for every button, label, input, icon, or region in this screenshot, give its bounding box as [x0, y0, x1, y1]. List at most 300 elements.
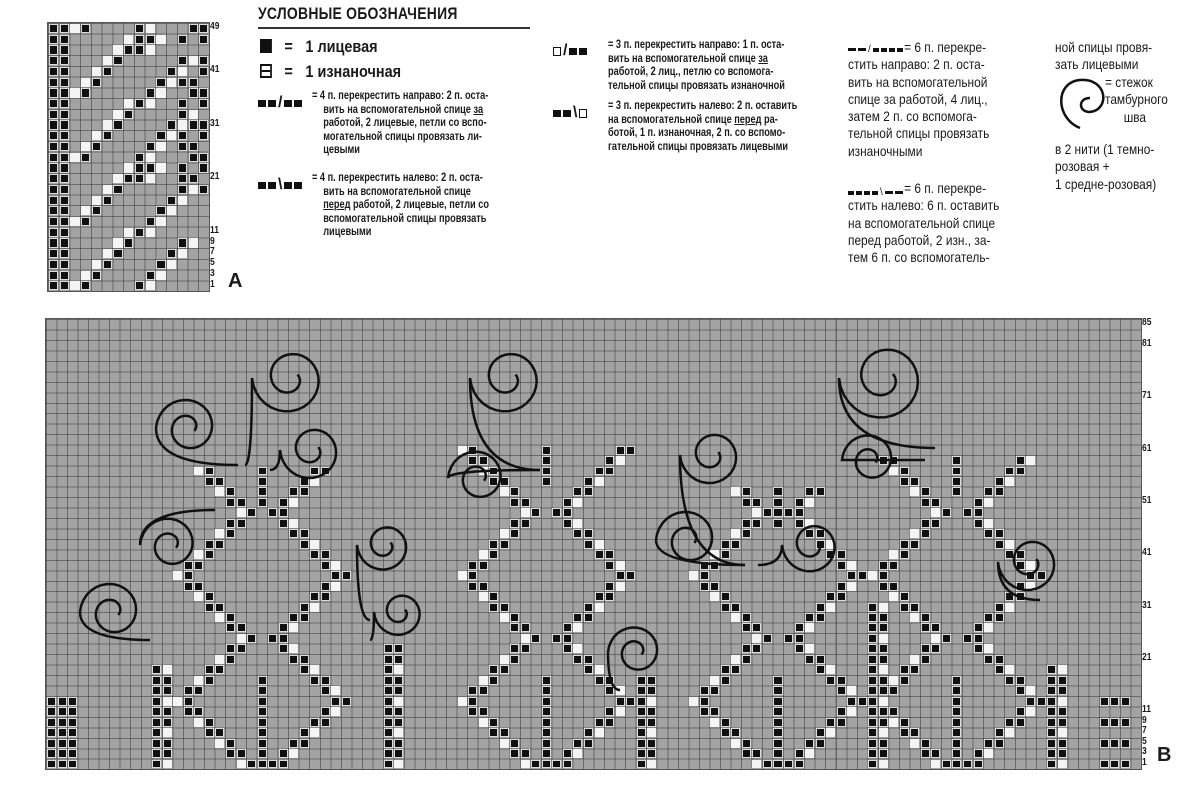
knit-cell [189, 120, 198, 129]
knit-cell [258, 697, 267, 706]
knit-cell [60, 24, 69, 33]
row-label: 41 [1142, 547, 1152, 559]
cable-cell [124, 99, 133, 108]
cable-cell [879, 728, 888, 737]
cable-cell [146, 228, 155, 237]
knit-cell [310, 676, 319, 685]
cable-cell [710, 676, 719, 685]
knit-cell [595, 467, 604, 476]
cable-cell [805, 519, 814, 528]
cable-cell [1005, 665, 1014, 674]
knit-cell [489, 592, 498, 601]
knit-cell [342, 697, 351, 706]
knit-cell [742, 644, 751, 653]
knit-cell [279, 749, 288, 758]
cable-cell [868, 571, 877, 580]
cable-cell [194, 550, 203, 559]
knit-cell [837, 592, 846, 601]
knit-cell [300, 540, 309, 549]
cable-cell [146, 45, 155, 54]
cable-cell [81, 206, 90, 215]
cable-cell [163, 697, 172, 706]
cable-cell [595, 477, 604, 486]
cable-cell [1058, 760, 1067, 769]
cable-cell [156, 271, 165, 280]
cable-cell [1005, 477, 1014, 486]
cable-6-left-icon: \ [848, 187, 903, 198]
knit-cell [542, 686, 551, 695]
knit-cell [331, 697, 340, 706]
chain-stitch-spiral-icon [1061, 80, 1103, 128]
knit-cell [647, 707, 656, 716]
knit-cell [752, 749, 761, 758]
knit-cell [199, 88, 208, 97]
knit-cell [60, 217, 69, 226]
row-label: 5 [210, 257, 215, 269]
row-label: 81 [1142, 338, 1152, 350]
knit-cell [616, 446, 625, 455]
knit-cell [921, 739, 930, 748]
knit-cell [816, 655, 825, 664]
knit-cell [837, 550, 846, 559]
knit-cell [135, 153, 144, 162]
cable-cell [124, 163, 133, 172]
cable-cell [931, 508, 940, 517]
knit-cell [510, 644, 519, 653]
knit-cell [394, 644, 403, 653]
knit-cell [868, 644, 877, 653]
knit-cell [194, 561, 203, 570]
knit-cell [167, 120, 176, 129]
knit-cell [226, 655, 235, 664]
knit-cell [135, 228, 144, 237]
cable-cell [847, 707, 856, 716]
knit-cell [247, 760, 256, 769]
cable-cell [189, 238, 198, 247]
knit-cell [60, 196, 69, 205]
cable-cell [289, 498, 298, 507]
knit-cell [49, 56, 58, 65]
knit-cell [146, 142, 155, 151]
knit-cell [152, 760, 161, 769]
knit-cell [184, 686, 193, 695]
cable-cell [479, 676, 488, 685]
knit-cell [1016, 456, 1025, 465]
cable-cell [310, 728, 319, 737]
knit-cell [189, 142, 198, 151]
knit-cell [931, 749, 940, 758]
knit-cell [952, 467, 961, 476]
knit-cell [510, 749, 519, 758]
knit-cell [237, 498, 246, 507]
cable-cell [156, 35, 165, 44]
knit-cell [135, 35, 144, 44]
knit-cell [1037, 697, 1046, 706]
knit-cell [952, 676, 961, 685]
knit-cell [868, 749, 877, 758]
cable-cell [710, 718, 719, 727]
cable-cell [394, 665, 403, 674]
knit-cell [542, 477, 551, 486]
row-label: 61 [1142, 442, 1152, 454]
cable-cell [310, 477, 319, 486]
cable-cell [289, 623, 298, 632]
legend-item-cable-6-left-cont: ной спицы провя- зать лицевыми [1055, 39, 1153, 73]
cable-cell [70, 88, 79, 97]
knit-cell [826, 676, 835, 685]
knit-cell [60, 99, 69, 108]
knit-cell [237, 644, 246, 653]
cable-cell [178, 196, 187, 205]
row-label: 1 [1142, 756, 1147, 768]
knit-cell [152, 676, 161, 685]
row-label: 49 [210, 21, 220, 33]
cable-cell [163, 760, 172, 769]
cable-cell [173, 571, 182, 580]
knit-cell [81, 281, 90, 290]
knit-cell [952, 477, 961, 486]
cable-cell [847, 582, 856, 591]
knit-cell [921, 613, 930, 622]
knit-cell [258, 760, 267, 769]
knit-cell [563, 519, 572, 528]
knit-cell [816, 603, 825, 612]
knit-cell [199, 35, 208, 44]
knit-cell [921, 644, 930, 653]
knit-cell [103, 67, 112, 76]
knit-cell [879, 582, 888, 591]
knit-cell [995, 487, 1004, 496]
knit-cell [310, 550, 319, 559]
cable-cell [289, 749, 298, 758]
knit-cell [605, 592, 614, 601]
knit-cell [205, 550, 214, 559]
knit-cell [795, 498, 804, 507]
knit-cell [300, 487, 309, 496]
purl-label: 1 изнаночная [305, 62, 402, 81]
knit-cell [289, 529, 298, 538]
knit-cell [152, 739, 161, 748]
knit-cell [805, 529, 814, 538]
knit-cell [258, 739, 267, 748]
knit-cell [500, 665, 509, 674]
knit-cell [984, 655, 993, 664]
knit-cell [68, 749, 77, 758]
knit-cell [215, 603, 224, 612]
knit-cell [178, 131, 187, 140]
knit-cell [763, 634, 772, 643]
knit-cell [752, 498, 761, 507]
cable-cell [81, 271, 90, 280]
knit-label: 1 лицевая [305, 37, 378, 56]
knit-cell [542, 456, 551, 465]
knit-cell [489, 728, 498, 737]
knit-cell [321, 561, 330, 570]
cable-cell [595, 728, 604, 737]
knit-cell [1121, 760, 1130, 769]
knit-cell [500, 540, 509, 549]
cable-cell [1058, 697, 1067, 706]
knit-cell [837, 707, 846, 716]
knit-cell [500, 728, 509, 737]
knit-cell [1016, 467, 1025, 476]
row-label: 31 [1142, 599, 1152, 611]
knit-cell [163, 707, 172, 716]
knit-cell [394, 749, 403, 758]
knit-cell [921, 655, 930, 664]
knit-cell [60, 174, 69, 183]
cable-cell [479, 550, 488, 559]
knit-cell [268, 760, 277, 769]
knit-cell [816, 613, 825, 622]
cable-cell [92, 260, 101, 269]
cable-cell [647, 697, 656, 706]
knit-cell [721, 728, 730, 737]
knit-cell [952, 697, 961, 706]
knit-cell [60, 45, 69, 54]
cable-cell [167, 78, 176, 87]
knit-cell [521, 749, 530, 758]
knit-cell [321, 676, 330, 685]
knit-cell [321, 686, 330, 695]
cable-cell [984, 623, 993, 632]
knit-cell [563, 749, 572, 758]
knit-cell [573, 613, 582, 622]
cable-cell [879, 665, 888, 674]
knit-cell [995, 603, 1004, 612]
knit-cell [49, 67, 58, 76]
legend-item-chain-stitch: = стежок тамбурного шва [1105, 74, 1168, 125]
knit-cell [205, 540, 214, 549]
knit-cell [1110, 718, 1119, 727]
knit-cell [921, 623, 930, 632]
knit-cell [124, 45, 133, 54]
row-label: 3 [210, 267, 215, 279]
cable-cell [984, 644, 993, 653]
knit-cell [189, 153, 198, 162]
knit-cell [47, 707, 56, 716]
knit-cell [752, 623, 761, 632]
knit-cell [81, 153, 90, 162]
cable-cell [310, 665, 319, 674]
knit-cell [742, 623, 751, 632]
knit-cell [113, 249, 122, 258]
cable-cell [103, 56, 112, 65]
knit-cell [710, 686, 719, 695]
knit-cell [146, 35, 155, 44]
cable-6-right-icon: / [848, 44, 903, 55]
knit-cell [984, 487, 993, 496]
cable-cell [146, 174, 155, 183]
cable-cell [173, 697, 182, 706]
legend-title: УСЛОВНЫЕ ОБОЗНАЧЕНИЯ [258, 4, 458, 23]
knit-cell [1047, 686, 1056, 695]
knit-cell [510, 498, 519, 507]
cable-cell [215, 739, 224, 748]
knit-cell [58, 718, 67, 727]
cable-cell [70, 153, 79, 162]
knit-cell [1016, 592, 1025, 601]
knit-cell [995, 728, 1004, 737]
knit-cell [68, 728, 77, 737]
cable-3-right-icon: / [553, 42, 587, 60]
knit-cell [1047, 749, 1056, 758]
knit-cell [1058, 676, 1067, 685]
knit-cell [742, 498, 751, 507]
cable-cell [910, 655, 919, 664]
knit-cell [81, 88, 90, 97]
knit-cell [321, 592, 330, 601]
knit-cell [215, 665, 224, 674]
knit-cell [60, 271, 69, 280]
knit-cell [858, 571, 867, 580]
knit-cell [60, 281, 69, 290]
knit-cell [468, 707, 477, 716]
cable-cell [1058, 665, 1067, 674]
knit-cell [184, 582, 193, 591]
knit-cell [563, 644, 572, 653]
knit-cell [60, 185, 69, 194]
knit-cell [163, 749, 172, 758]
knit-cell [742, 749, 751, 758]
knit-cell [500, 477, 509, 486]
knit-cell [1016, 676, 1025, 685]
cable-cell [1026, 582, 1035, 591]
knit-cell [626, 446, 635, 455]
cable-cell [521, 508, 530, 517]
cable-cell [573, 749, 582, 758]
cable-cell [931, 634, 940, 643]
knit-cell [847, 697, 856, 706]
knit-cell [289, 613, 298, 622]
knit-cell [49, 206, 58, 215]
knit-cell [552, 508, 561, 517]
knit-cell [58, 707, 67, 716]
cable-cell [879, 760, 888, 769]
knit-cell [60, 228, 69, 237]
knit-cell [49, 281, 58, 290]
cable-cell [847, 561, 856, 570]
knit-cell [394, 686, 403, 695]
knit-cell [784, 634, 793, 643]
knit-cell [826, 550, 835, 559]
knit-cell [189, 78, 198, 87]
knit-cell [605, 550, 614, 559]
knit-cell [637, 676, 646, 685]
knit-cell [889, 456, 898, 465]
knit-cell [931, 498, 940, 507]
knit-cell [135, 24, 144, 33]
knit-cell [384, 739, 393, 748]
knit-cell [1121, 697, 1130, 706]
cable-cell [616, 707, 625, 716]
knit-cell [479, 686, 488, 695]
knit-cell [900, 676, 909, 685]
knit-cell [279, 634, 288, 643]
knit-cell [542, 676, 551, 685]
knit-cell [1121, 718, 1130, 727]
knit-cell [58, 728, 67, 737]
cable-cell [167, 131, 176, 140]
knit-cell [868, 718, 877, 727]
knit-cell [805, 739, 814, 748]
knit-cell [1016, 550, 1025, 559]
knit-cell [742, 519, 751, 528]
knit-cell [300, 728, 309, 737]
cable-cell [81, 142, 90, 151]
knit-cell [595, 676, 604, 685]
knit-cell [637, 749, 646, 758]
knit-cell [605, 686, 614, 695]
knit-cell [268, 634, 277, 643]
knit-cell [742, 613, 751, 622]
knit-cell [1100, 718, 1109, 727]
cable-cell [194, 676, 203, 685]
knit-cell [510, 739, 519, 748]
knit-cell [489, 676, 498, 685]
knit-cell [479, 707, 488, 716]
knit-cell [784, 760, 793, 769]
row-label: 31 [210, 117, 220, 129]
knit-cell [1100, 760, 1109, 769]
knit-cell [268, 508, 277, 517]
knit-cell [49, 271, 58, 280]
knit-cell [847, 571, 856, 580]
knit-cell [226, 498, 235, 507]
knit-cell [510, 655, 519, 664]
knit-cell [135, 163, 144, 172]
knit-cell [773, 487, 782, 496]
knit-cell [542, 739, 551, 748]
knit-cell [152, 707, 161, 716]
cable-cell [616, 582, 625, 591]
cable-cell [178, 249, 187, 258]
knit-cell [258, 487, 267, 496]
knit-cell [1058, 686, 1067, 695]
cable-cell [847, 686, 856, 695]
cable-cell [826, 728, 835, 737]
knit-cell [837, 718, 846, 727]
knit-cell [879, 676, 888, 685]
knit-cell [1016, 686, 1025, 695]
knit-cell [289, 739, 298, 748]
knit-cell [721, 718, 730, 727]
knit-cell [489, 540, 498, 549]
cable-cell [616, 561, 625, 570]
knit-cell [92, 78, 101, 87]
knit-cell [468, 571, 477, 580]
knit-cell [226, 644, 235, 653]
knit-cell [394, 707, 403, 716]
knit-cell [710, 561, 719, 570]
knit-cell [58, 739, 67, 748]
cable-cell [124, 35, 133, 44]
cable-cell [521, 760, 530, 769]
knit-cell [49, 238, 58, 247]
knit-cell [773, 760, 782, 769]
knit-cell [605, 676, 614, 685]
knit-cell [773, 519, 782, 528]
knit-cell [563, 634, 572, 643]
cable-cell [458, 571, 467, 580]
knit-cell [868, 634, 877, 643]
cable-cell [194, 467, 203, 476]
cable-cell [647, 760, 656, 769]
knit-cell [1005, 676, 1014, 685]
cable-cell [984, 519, 993, 528]
cable-cell [124, 228, 133, 237]
knit-cell [1005, 718, 1014, 727]
